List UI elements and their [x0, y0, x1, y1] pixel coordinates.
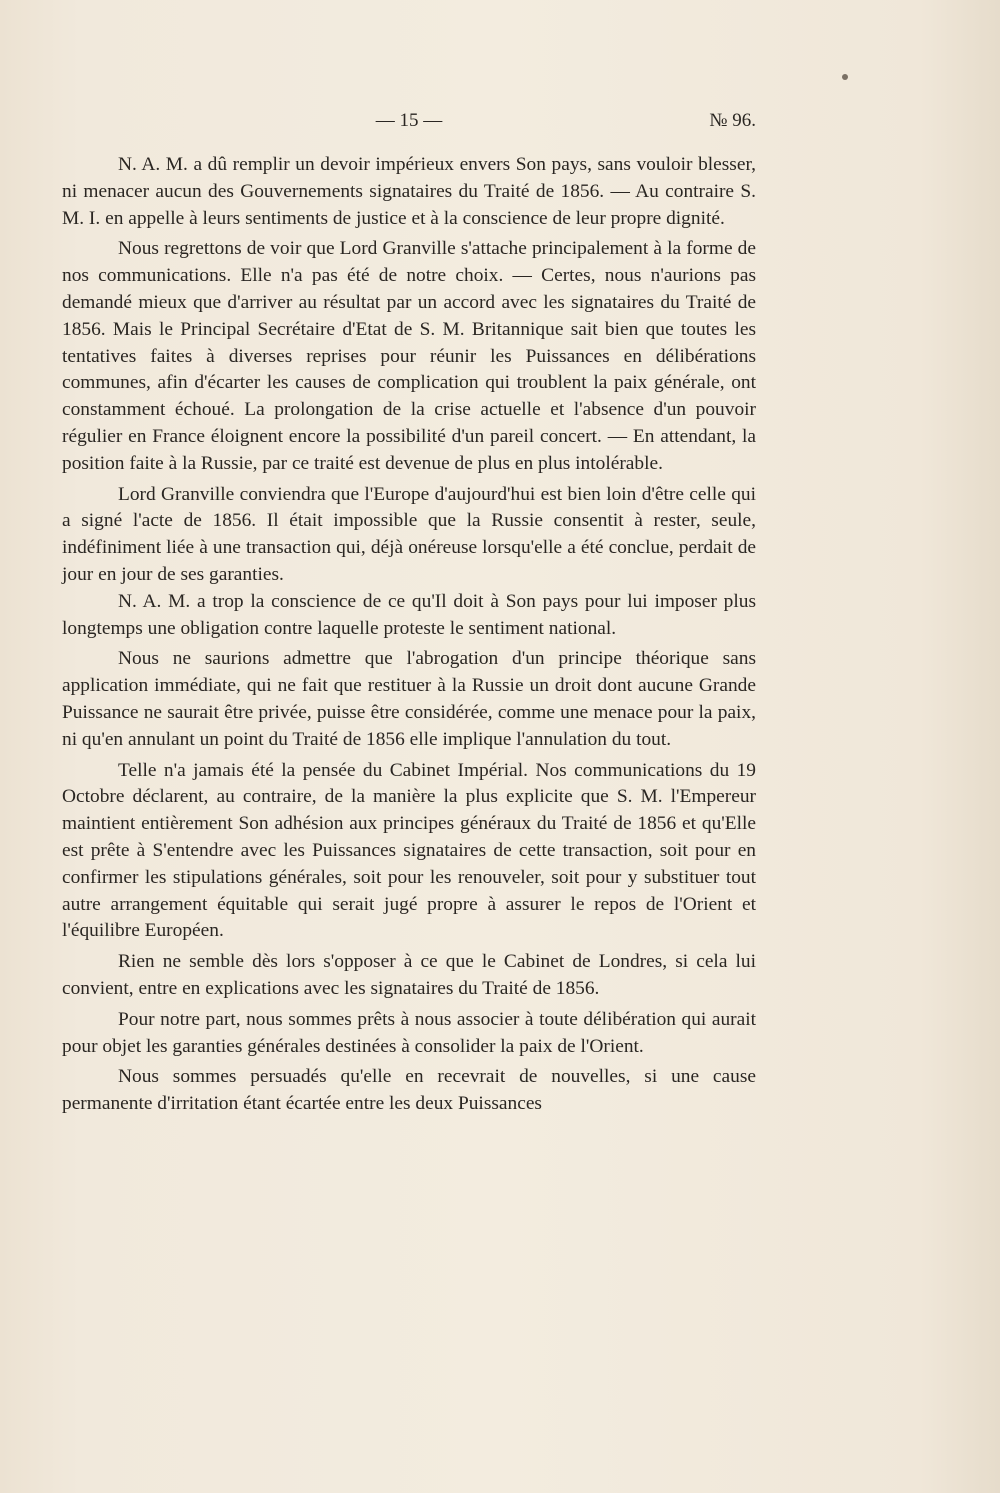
paragraph: Pour notre part, nous sommes prêts à nous associer à toute délibération qui aurait pour objet les garanties générales destinées à consolider la paix de l'Orient. [62, 1008, 756, 1057]
paragraph: Lord Granville conviendra que l'Europe d'aujourd'hui est bien loin d'être celle qui a signé l'acte de 1856. Il était impossible que la Russie consentit à rester, seule, indéfiniment liée à une transaction qui, déjà onéreuse lorsqu'elle a été conclue, perdait de jour en jour de ses garanties. [62, 483, 756, 585]
paragraph: Nous regrettons de voir que Lord Granville s'attache principalement à la forme de nos communications. Elle n'a pas été de notre choix. — Certes, nous n'aurions pas demandé mieux que d'arriver au résultat par un accord avec les signataires du Traité de 1856. Mais le Principal Secrétaire d'Etat de S. M. Britannique sait bien que toutes les tentatives faites à diverses reprises pour réunir les Puissances en délibérations communes, afin d'écarter les causes de complication qui troublent la paix générale, ont constamment échoué. La prolongation de la crise actuelle et l'absence d'un pouvoir régulier en France éloignent encore la possibilité d'un pareil concert. — En attendant, la position faite à la Russie, par ce traité est devenue de plus en plus intolérable. [62, 238, 756, 474]
paragraph: Nous sommes persuadés qu'elle en recevrait de nouvelles, si une cause permanente d'irritation étant écartée entre les deux Puissances [62, 1066, 756, 1115]
page-header [62, 106, 756, 140]
paragraph: Rien ne semble dès lors s'opposer à ce que le Cabinet de Londres, si cela lui convient, entre en explications avec les signataires du Traité de 1856. [62, 951, 756, 999]
paragraph: Telle n'a jamais été la pensée du Cabinet Impérial. Nos communications du 19 Octobre déclarent, au contraire, de la manière la plus explicite que S. M. l'Empereur maintient entièrement Son adhésion aux principes généraux du Traité de 1856 et qu'Elle est prête à S'entendre avec les Puissances signataires de cette transaction, soit pour en confirmer les stipulations générales, soit pour les renouveler, soit pour y substituer tout autre arrangement équitable qui serait jugé propre à assurer le repos de l'Orient et l'équilibre Européen. [62, 759, 756, 942]
document-number: № 96. [709, 110, 756, 131]
document-body [62, 152, 756, 1118]
paragraph: N. A. M. a trop la conscience de ce qu'Il doit à Son pays pour lui imposer plus longtemps une obligation contre laquelle proteste le sentiment national. [62, 590, 756, 639]
page-number: — 15 — [375, 110, 443, 131]
paragraph: N. A. M. a dû remplir un devoir impérieux envers Son pays, sans vouloir blesser, ni menacer aucun des Gouvernements signataires du Traité de 1856. — Au contraire S. M. I. en appelle à leurs sentiments de justice et à la conscience de leur propre dignité. [62, 154, 756, 229]
paragraph: Nous ne saurions admettre que l'abrogation d'un principe théorique sans application immédiate, qui ne fait que restituer à la Russie un droit dont aucune Grande Puissance ne saurait être privée, puisse être considérée, comme une menace pour la paix, ni qu'en annulant un point du Traité de 1856 elle implique l'annulation du tout. [62, 648, 756, 750]
ink-speck [842, 74, 848, 80]
